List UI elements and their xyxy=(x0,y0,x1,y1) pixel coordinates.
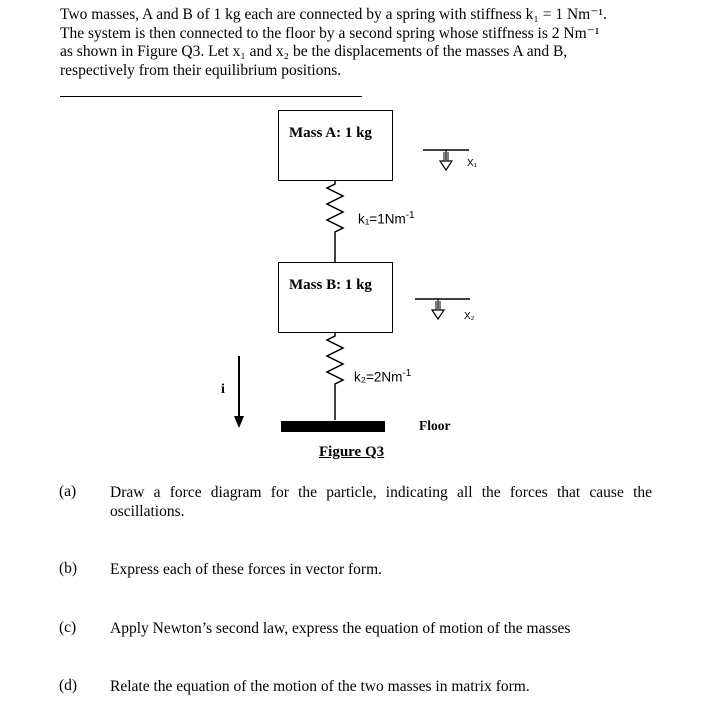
floor-bar xyxy=(281,421,385,432)
spring-k1 xyxy=(327,180,343,262)
x1-label: X₁ xyxy=(467,158,478,169)
spring-k2-label xyxy=(354,368,411,385)
unit-vector-arrow xyxy=(234,356,244,428)
figure-caption: Figure Q3 xyxy=(319,444,385,460)
spring-k1-text: k₁=1Nm xyxy=(358,211,406,227)
question-b-number: (b) xyxy=(59,560,78,577)
mass-b-label: Mass B: 1 kg xyxy=(289,277,372,293)
mass-b-box xyxy=(278,262,393,333)
mass-a-box xyxy=(278,110,393,181)
intro-line-1: Two masses, A and B of 1 kg each are connected by a spring with stiffness k₁ = 1 Nm⁻¹. xyxy=(60,6,607,23)
question-c-text: Apply Newton’s second law, express the equation of motion of the masses xyxy=(110,620,571,637)
intro-line-2: The system is then connected to the floor by a second spring whose stiffness is 2 Nm⁻¹ xyxy=(60,24,600,42)
intro-line-3: as shown in Figure Q3. Let x₁ and x₂ be the displacements of the masses A and B, xyxy=(60,43,568,60)
spring-k2 xyxy=(327,332,343,420)
spring-k2-exponent: -1 xyxy=(402,368,412,379)
spring-k1-exponent: -1 xyxy=(405,210,415,221)
question-d-number: (d) xyxy=(59,677,78,694)
mass-a-label: Mass A: 1 kg xyxy=(289,125,372,141)
x2-displacement-marker xyxy=(415,299,470,319)
x2-label: X₂ xyxy=(464,311,475,322)
spring-k2-text: k₂=2Nm xyxy=(354,369,403,385)
question-c-number: (c) xyxy=(59,619,77,636)
unit-vector-label: i xyxy=(221,382,225,397)
x1-displacement-marker xyxy=(423,150,469,170)
question-d-text: Relate the equation of the motion of the two masses in matrix form. xyxy=(110,678,530,695)
question-a-text: Draw a force diagram for the particle, indicating all the forces that cause the oscillations. xyxy=(110,484,652,520)
intro-line-4: respectively from their equilibrium positions. xyxy=(60,61,342,79)
floor-label: Floor xyxy=(419,418,451,433)
question-b-text: Express each of these forces in vector form. xyxy=(110,561,382,578)
spring-k1-label xyxy=(358,210,415,227)
question-a-number: (a) xyxy=(59,483,77,500)
